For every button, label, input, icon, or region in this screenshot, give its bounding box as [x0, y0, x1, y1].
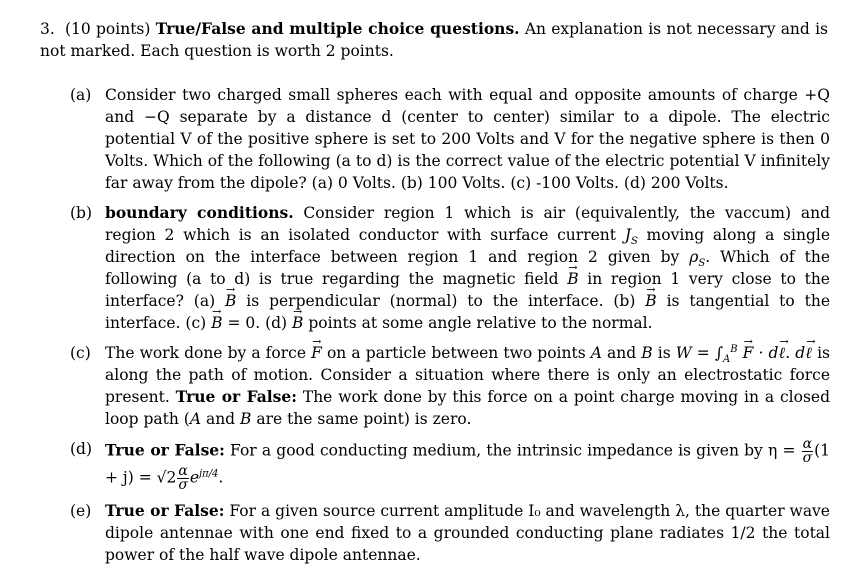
math-B: → B — [211, 314, 222, 332]
item-label: (b) — [70, 204, 93, 222]
exponent: jπ/4 — [199, 468, 219, 480]
item-bold-lead: True or False: — [105, 501, 225, 520]
fraction-alpha-sigma: $\frac{\alpha}{\sigma}$ — [178, 463, 188, 493]
question-header — [40, 18, 828, 62]
item-bold-lead: True or False: — [105, 440, 225, 460]
item-bold-lead: True or False: — [175, 387, 297, 406]
question-points: (10 points) — [65, 20, 151, 38]
item-text: boundary conditions. Consider region 1 which is air (equivalently, the vaccum) and region 2 which is an isolated conductor with surface current $J_S$ moving along a single direction on the interface between region 1 and region 2 given by $\rho_S$. Which of the following (a to d) is true regarding the magnetic field → B in region 1 very close to the interface? (a) → B is perpendicular (normal) to the interface. (b) → B is tangential to the interface. (c) → B = 0. (d) → B points at some angle relative to the normal. — [105, 202, 830, 334]
item-c — [70, 342, 830, 430]
item-text: The work done by a force → F on a particle between two points A and B is $W = \int_A^B \to F \cdot d\to$ ℓ. d→ ℓ is along the path of motion. Consider a situation where there is only an electrostatic force present. True or False: The work done by this force on a point charge moving in a closed loop path (A and B are the same point) is zero. — [105, 342, 830, 430]
item-text: True or False: For a given source current amplitude I₀ and wavelength λ, the quarter wave dipole antennae with one end fixed to a grounded conducting plane radiates 1/2 the total power of the half wave dipole antennae. — [105, 501, 830, 564]
question-intro: An explanation is not necessary and is not marked. Each question is worth 2 points. — [40, 20, 828, 60]
item-label: (c) — [70, 344, 91, 362]
work-integral: $W = \int_A^B \to F \cdot d\to$ ℓ. d→ ℓ — [676, 344, 812, 362]
item-text: True or False: For a good conducting medium, the intrinsic impedance is given by η = $\frac{\alpha}{\sigma}$ (1 + j) = √2 $\frac{\alpha}{\sigma}$ $e^{j\pi/4}$. — [105, 436, 830, 493]
math-rhoS: $\rho_S$ — [689, 248, 706, 270]
item-bold-lead: boundary conditions. — [105, 203, 294, 222]
math-B: → B — [225, 292, 236, 310]
fraction-alpha-sigma: $\frac{\alpha}{\sigma}$ — [802, 436, 813, 466]
math-Js: $J_S$ — [624, 226, 638, 248]
math-F: → F — [311, 344, 322, 362]
item-text: Consider two charged small spheres each with equal and opposite amounts of charge +Q and −Q separate by a distance d (center to center) similar to a dipole. The electric potential V of the positive sphere is set to 200 Volts and V for the negative sphere is then 0 Volts. Which of the following (a to d) is the correct value of the electric potential V infinitely far away from the dipole? (a) 0 Volts. (b) 100 Volts. (c) -100 Volts. (d) 200 Volts. — [105, 86, 830, 192]
item-b — [70, 202, 830, 334]
math-B: → B — [645, 292, 656, 310]
item-d — [70, 438, 830, 492]
question-number: 3. — [40, 20, 55, 38]
math-B: → B — [292, 314, 303, 332]
question-items — [70, 84, 830, 574]
item-label: (e) — [70, 502, 92, 520]
item-label: (a) — [70, 86, 92, 104]
math-B: → B — [567, 270, 578, 288]
item-label: (d) — [70, 440, 93, 458]
item-a — [70, 84, 830, 194]
question-title: True/False and multiple choice questions. — [155, 19, 520, 38]
item-e — [70, 500, 830, 566]
